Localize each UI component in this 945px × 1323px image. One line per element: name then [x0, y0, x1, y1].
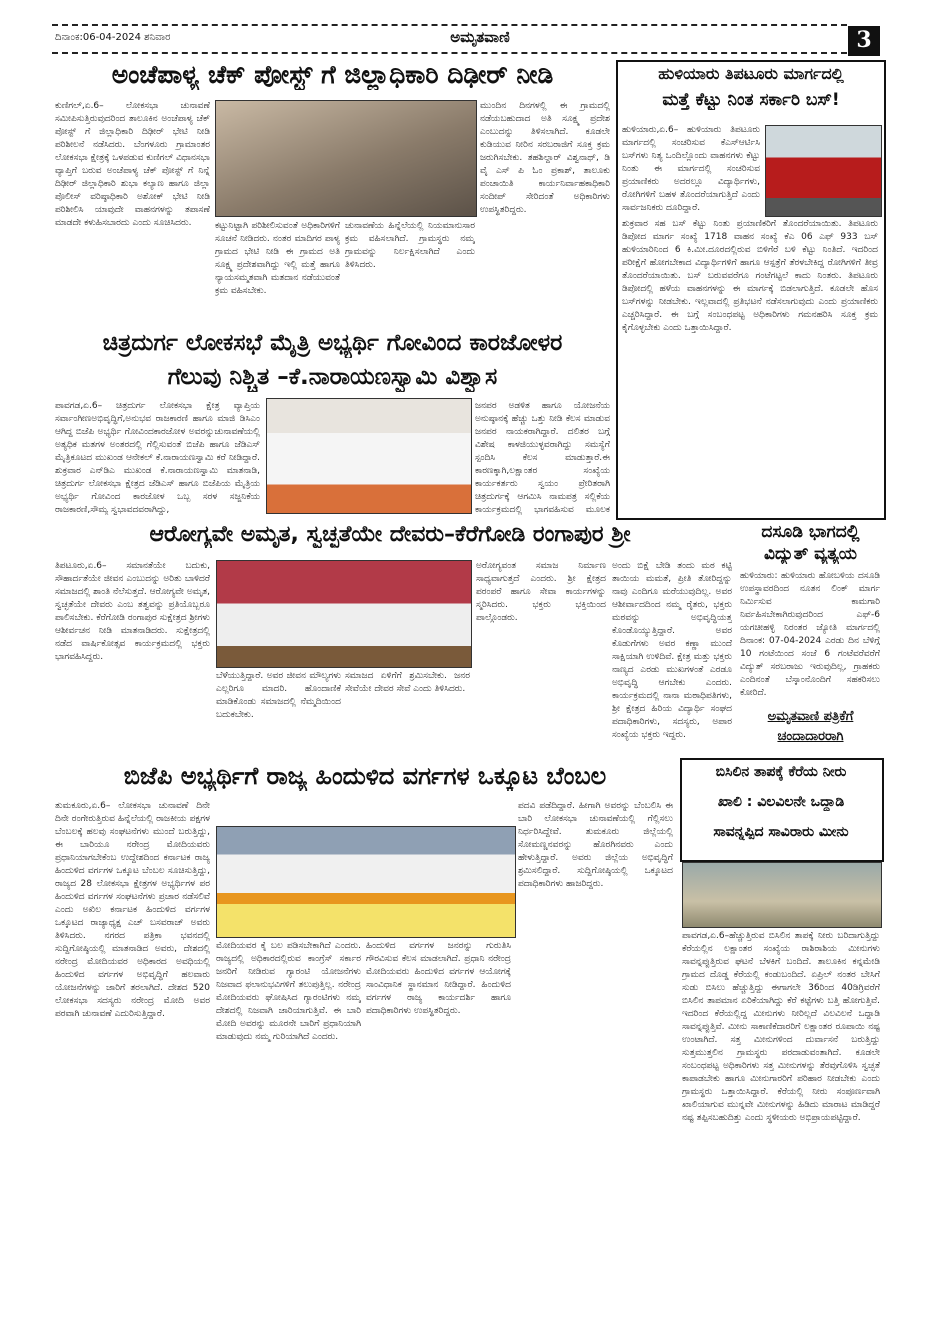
masthead: ಅಮೃತವಾಣಿ [450, 28, 510, 46]
bus-story-headline-2: ಮತ್ತೆ ಕೆಟ್ಟು ನಿಂತ ಸರ್ಕಾರಿ ಬಸ್! [662, 90, 840, 110]
story2-col1: ಪಾವಗಡ,ಏ.6– ಚಿತ್ರದುರ್ಗ ಲೋಕಸಭಾ ಕ್ಷೇತ್ರ ವ್ಯಾಪ್ತಿಯ ಸರ್ವಾಂಗೀಣಅಭಿವೃದ್ಧಿಗೆ,ಅನುಭವ ರಾಜಕಾರಣಿ ಹಾಗೂ ಮಾಜಿ ಡಿಸಿಎಂ ಆಗಿದ್ದ ಬಿಜೆಪಿ ಅಭ್ಯರ್ಥಿ ಗೋವಿಂದಕಾರಜೋಳ ಅವರನ್ನುಚುನಾವಣೆಯಲ್ಲಿ ಅತ್ಯಧಿಕ ಮತಗಳ ಅಂತರದಲ್ಲಿ ಗೆಲ್ಲಿಸುವಂತೆ ಬಿಜೆಪಿ ಹಾಗೂ ಜೆಡಿಎಸ್ ಮೈತ್ರಿಕೂಟದ ಮುಖಂಡ ಆನೇಕಲ್ ಕೆ.ನಾರಾಯಣಸ್ವಾಮಿ ಕರೆ ನೀಡಿದ್ದಾರೆ. ಶುಕ್ರವಾರ ಎನ್‌ಡಿಎ ಮುಖಂಡ ಕೆ.ನಾರಾಯಣಸ್ವಾಮಿ ಮಾತನಾಡಿ, ಚಿತ್ರದುರ್ಗ ಲೋಕಸಭಾ ಕ್ಷೇತ್ರದ ಜೆಡಿಎಸ್ ಹಾಗೂ ಬಿಜೆಪಿಯ ಮೈತ್ರಿಯ ಅಭ್ಯರ್ಥಿ ಗೋವಿಂದ ಕಾರಜೋಳ ಒಬ್ಬ ಸರಳ ಸಜ್ಜನಿಕೆಯ ರಾಜಕಾರಣಿ,ಸೌಮ್ಯ ಸ್ವಭಾವದವರಾಗಿದ್ದು, [55, 401, 260, 515]
page-number: 3 [848, 26, 880, 56]
story1-photo [215, 100, 477, 217]
power-story-headline-2: ವಿದ್ಯುತ್ ವ್ಯತ್ಯಯ [764, 544, 857, 564]
bus-story-headline-1: ಹುಳಿಯಾರು ತಿಪಟೂರು ಮಾರ್ಗದಲ್ಲಿ [658, 64, 844, 83]
story4-col4: ಪದವಿ ಪಡೆದಿದ್ದಾರೆ. ಹೀಗಾಗಿ ಅವರನ್ನು ಬೆಂಬಲಿಸಿ ಈ ಬಾರಿ ಲೋಕಸಭಾ ಚುನಾವಣೆಯಲ್ಲಿ ಗೆಲ್ಲಿಸಲು ನಿರ್ಧರಿಸಿದ್ದೇವೆ. ತುಮಕೂರು ಜಿಲ್ಲೆಯಲ್ಲಿ ಸೋಮಣ್ಣನವರನ್ನು ಹೊರಗಿನವರು ಎಂದು ಹೇಳುತ್ತಿದ್ದಾರೆ. ಅವರು ಜಿಲ್ಲೆಯ ಅಭಿವೃದ್ಧಿಗೆ ಶ್ರಮಿಸಲಿದ್ದಾರೆ. ಸುದ್ದಿಗೋಷ್ಠಿಯಲ್ಲಿ ಒಕ್ಕೂಟದ ಪದಾಧಿಕಾರಿಗಳು ಹಾಜರಿದ್ದರು. [518, 801, 673, 889]
story3-col2: ಬೆಳೆಯುತ್ತಿದ್ದಾರೆ. ಅವರ ಜೀವನ ಮೌಲ್ಯಗಳು ಎಲ್ಲರಿಗೂ ಮಾದರಿ. ಹೊಂದಾಣಿಕೆ ಮಾಡಿಕೊಂಡು ಸಮಾಜದಲ್ಲಿ ನೆಮ್ಮದಿಯಿಂದ ಬದುಕಬೇಕು. [216, 671, 341, 720]
fish-photo [682, 862, 882, 928]
fish-story-headline-2: ಖಾಲಿ : ವಿಲವಿಲನೇ ಒದ್ದಾಡಿ [717, 794, 845, 810]
subscribe-line-1: ಅಮೃತವಾಣಿ ಪತ್ರಿಕೆಗೆ [767, 709, 854, 724]
fish-story-headline-3: ಸಾವನ್ನಪ್ಪಿದ ಸಾವಿರಾರು ಮೀನು [713, 824, 849, 840]
story4-col1: ತುಮಕೂರು,ಏ.6– ಲೋಕಸಭಾ ಚುನಾವಣೆ ದಿನೇ ದಿನೇ ರಂಗೇರುತ್ತಿರುವ ಹಿನ್ನೆಲೆಯಲ್ಲಿ ರಾಜಕೀಯ ಪಕ್ಷಗಳ ಬೆಂಬಲಕ್ಕೆ ಹಲವು ಸಂಘಟನೆಗಳು ಮುಂದೆ ಬರುತ್ತಿದ್ದು, ಈ ಬಾರಿಯೂ ನರೇಂದ್ರ ಮೋದಿಯವರು ಪ್ರಧಾನಿಯಾಗಬೇಕೆಂಬ ಉದ್ದೇಶದಿಂದ ಕರ್ನಾಟಕ ರಾಜ್ಯ ಹಿಂದುಳಿದ ವರ್ಗಗಳ ಒಕ್ಕೂಟ ಬೆಂಬಲ ಸೂಚಿಸುತ್ತಿದ್ದು, ರಾಜ್ಯದ 28 ಲೋಕಸಭಾ ಕ್ಷೇತ್ರಗಳ ಅಭ್ಯರ್ಥಿಗಳ ಪರ ಹಿಂದುಳಿದ ವರ್ಗಗಳ ಸಂಘಟನೆಗಳು ಪ್ರಚಾರ ನಡೆಸಲಿವೆ ಎಂದು ಅಖಿಲ ಕರ್ನಾಟಕ ಹಿಂದುಳಿದ ವರ್ಗಗಳ ಒಕ್ಕೂಟದ ರಾಜ್ಯಾಧ್ಯಕ್ಷ ಎಚ್ ಬಸವರಾಜ್ ಅವರು ತಿಳಿಸಿದರು. ನಗರದ ಪತ್ರಿಕಾ ಭವನದಲ್ಲಿ ಸುದ್ದಿಗೋಷ್ಠಿಯಲ್ಲಿ ಮಾತನಾಡಿದ ಅವರು, ದೇಶದಲ್ಲಿ ನರೇಂದ್ರ ಮೋದಿಯವರ ಅಧಿಕಾರದ ಅವಧಿಯಲ್ಲಿ ಹಿಂದುಳಿದ ವರ್ಗಗಳ ಅಭಿವೃದ್ಧಿಗೆ ಹಲವಾರು ಯೋಜನೆಗಳನ್ನು ಜಾರಿಗೆ ತರಲಾಗಿದೆ. ದೇಶದ 520 ಲೋಕಸಭಾ ಸದಸ್ಯರು ನರೇಂದ್ರ ಮೋದಿ ಅವರ ಪರವಾಗಿ ಚುನಾವಣೆ ಎದುರಿಸುತ್ತಿದ್ದಾರೆ. [55, 801, 210, 1019]
story1-headline: ಅಂಚೆಪಾಳ್ಯ ಚೆಕ್ ಪೋಸ್ಟ್ ಗೆ ಜಿಲ್ಲಾಧಿಕಾರಿ ದಿಢೀರ್ ನೀಡಿ [111, 60, 554, 89]
bus-story-lead: ಹುಳಿಯಾರು,ಏ.6– ಹುಳಿಯಾರು ತಿಪಟೂರು ಮಾರ್ಗದಲ್ಲಿ ಸಂಚರಿಸುವ ಕೆಎಸ್ಆರ್ಟಿಸಿ ಬಸ್‌ಗಳು ನಿತ್ಯ ಒಂದಿಲ್ಲೊಂದು ವಾಹನಗಳು ಕೆಟ್ಟು ನಿಂತು ಈ ಮಾರ್ಗದಲ್ಲಿ ಸಂಚರಿಸುವ ಪ್ರಯಾಣಿಕರು ಅದರಲ್ಲೂ ವಿದ್ಯಾರ್ಥಿಗಳು, ರೋಗಿಗಳಿಗೆ ಬಹಳ ತೊಂದರೆಯಾಗುತ್ತಿದೆ ಎಂದು ಸಾರ್ವಜನಿಕರು ದೂರಿದ್ದಾರೆ. [622, 125, 760, 213]
bus-story-body: ಶುಕ್ರವಾರ ಸಹ ಬಸ್ ಕೆಟ್ಟು ನಿಂತು ಪ್ರಯಾಣಿಕರಿಗೆ ತೊಂದರೆಯಾಯಿತು. ತಿಪಟೂರು ಡಿಪೋದ ಮಾರ್ಗ ಸಂಖ್ಯೆ 1718 ವಾಹನ ಸಂಖ್ಯೆ ಕೆಎ 06 ಎಫ್ 933 ಬಸ್ ಹುಳಿಯಾರಿನಿಂದ 6 ಕಿ.ಮೀ.ದೂರದಲ್ಲಿರುವ ಬಿಳಿಗೆರೆ ಬಳಿ ಕೆಟ್ಟು ನಿಂತಿದೆ. ಇದರಿಂದ ಪರೀಕ್ಷೆಗೆ ಹೋಗಬೇಕಾದ ವಿದ್ಯಾರ್ಥಿಗಳಿಗೆ ಹಾಗೂ ಆಸ್ಪತ್ರೆಗೆ ತೆರಳಬೇಕಿದ್ದ ರೋಗಿಗಳಿಗೆ ತೀವ್ರ ತೊಂದರೆಯಾಯಿತು. ಬಸ್ ಬರುವವರೆಗೂ ಗಂಟೆಗಟ್ಟಲೆ ಕಾದು ನಿಂತರು. ತಿಪಟೂರು ಡಿಪೋದಲ್ಲಿ ಹಳೆಯ ವಾಹನಗಳನ್ನು ಈ ಮಾರ್ಗಕ್ಕೆ ಬಿಡಲಾಗುತ್ತಿದೆ. ಕೂಡಲೇ ಹೊಸ ಬಸ್‌ಗಳನ್ನು ನೀಡಬೇಕು. ಇಲ್ಲವಾದಲ್ಲಿ ಪ್ರತಿಭಟನೆ ನಡೆಸಲಾಗುವುದು ಎಂದು ಪ್ರಯಾಣಿಕರು ಎಚ್ಚರಿಸಿದ್ದಾರೆ. ಈ ಬಗ್ಗೆ ಸಂಬಂಧಪಟ್ಟ ಅಧಿಕಾರಿಗಳು ಗಮನಹರಿಸಿ ಸೂಕ್ತ ಕ್ರಮ ಕೈಗೊಳ್ಳಬೇಕು ಎಂದು ಒತ್ತಾಯಿಸಿದ್ದಾರೆ. [622, 219, 878, 333]
story3-col5: ಅಂದು ಬಿಕ್ಷೆ ಬೇಡಿ ತಂದು ಮಠ ಕಟ್ಟಿ ತಾಯಿಯ ಮಮತೆ, ಪ್ರೀತಿ ತೋರಿದ್ದನ್ನು ನಾವು ಎಂದಿಗೂ ಮರೆಯುವುದಿಲ್ಲ. ಅವರ ಆಶೀರ್ವಾದದಿಂದ ನಮ್ಮ ರೈತರು, ಭಕ್ತರು ಮಠವನ್ನು ಅಭಿವೃದ್ಧಿಯತ್ತ ಕೊಂಡೊಯ್ಯುತ್ತಿದ್ದಾರೆ. ಅವರ ಕೊಡುಗೆಗಳು ಅವರ ಕಣ್ಣಾ ಮುಂದೆ ಸಾಕ್ಷಿಯಾಗಿ ಉಳಿದಿವೆ. ಕ್ಷೇತ್ರ ಮತ್ತು ಭಕ್ತರು ನಾಣ್ಯದ ಎರಡು ಮುಖಗಳಂತೆ ಎರಡೂ ಅಭಿವೃದ್ಧಿ ಆಗಬೇಕು ಎಂದರು. ಕಾರ್ಯಕ್ರಮದಲ್ಲಿ ನಾನಾ ಮಠಾಧಿಪತಿಗಳು, ಶ್ರೀ ಕ್ಷೇತ್ರದ ಹಿರಿಯ ವಿದ್ಯಾರ್ಥಿ ಸಂಘದ ಪದಾಧಿಕಾರಿಗಳು, ಸದಸ್ಯರು, ಅಪಾರ ಸಂಖ್ಯೆಯ ಭಕ್ತರು ಇದ್ದರು. [612, 561, 732, 740]
power-story-body: ಹುಳಿಯಾರು: ಹುಳಿಯಾರು ಹೋಬಳಿಯ ದಸೂಡಿ ಉಪಸ್ಥಾವರದಿಂದ ನೂತನ ಲಿಂಕ್ ಮಾರ್ಗ ನಿರ್ಮಿಸುವ ಕಾಮಗಾರಿ ನಿರ್ವಹಿಸಬೇಕಾಗಿರುವುದರಿಂದ ಎಫ್-6 ಯಗಚೀಹಳ್ಳಿ ನಿರಂತರ ಜ್ಯೋತಿ ಮಾರ್ಗದಲ್ಲಿ ದಿನಾಂಕ: 07-04-2024 ಎರಡು ದಿನ ಬೆಳಿಗ್ಗೆ 10 ಗಂಟೆಯಿಂದ ಸಂಜೆ 6 ಗಂಟೆವರೆವರೆಗೆ ವಿದ್ಯುತ್ ಸರಬರಾಜು ಇರುವುದಿಲ್ಲ, ಗ್ರಾಹಕರು ಎಂದಿನಂತೆ ಬೆಸ್ಕಾಂನೊಂದಿಗೆ ಸಹಕರಿಸಲು ಕೋರಿದೆ. [740, 571, 880, 698]
story1-col3: ಚುನಾವಣೆಯ ಹಿನ್ನೆಲೆಯಲ್ಲಿ ನಿಯಮಾನುಸಾರ ಕ್ರಮ ವಹಿಸಲಾಗಿದೆ. ಗ್ರಾಮಸ್ಥರು ನಮ್ಮ ಗ್ರಾಮವನ್ನು ನಿರ್ಲಕ್ಷಿಸಲಾಗಿದೆ ಎಂದು ತಿಳಿಸಿದರು. [345, 221, 475, 270]
fish-story-body: ಪಾವಗಡ,ಏ.6–ಹೆಚ್ಚುತ್ತಿರುವ ಬಿಸಿಲಿನ ತಾಪಕ್ಕೆ ನೀರು ಬರಿದಾಗುತ್ತಿದ್ದು ಕೆರೆಯಲ್ಲಿನ ಲಕ್ಷಾಂತರ ಸಂಖ್ಯೆಯ ರಾಶಿರಾಶಿಯ ಮೀನುಗಳು ಸಾವನ್ನಪ್ಪುತ್ತಿರುವ ಘಟನೆ ಬೆಳಕಿಗೆ ಬಂದಿದೆ. ತಾಲೂಕಿನ ಕನ್ನಮೇಡಿ ಗ್ರಾಮದ ದೊಡ್ಡ ಕೆರೆಯಲ್ಲಿ ಕಂಡುಬಂದಿದೆ. ಏಪ್ರಿಲ್ ನಂತರ ಬೇಸಿಗೆ ಸುಡು ಬಿಸಿಲು ಹೆಚ್ಚುತ್ತಿದ್ದು ಈಗಾಗಲೇ 36ರಿಂದ 40ಡಿಗ್ರಿವರೆಗೆ ಬಿಸಿಲಿನ ತಾಪಮಾನ ಏರಿಕೆಯಾಗಿದ್ದು ಕೆರೆ ಕಟ್ಟೆಗಳು ಬತ್ತಿ ಹೋಗುತ್ತಿವೆ. ಇದರಿಂದ ಕೆರೆಯಲ್ಲಿದ್ದ ಮೀನುಗಳು ನೀರಿಲ್ಲದೆ ವಿಲವಿಲನೆ ಒದ್ದಾಡಿ ಸಾವನ್ನಪ್ಪುತ್ತಿವೆ. ಮೀನು ಸಾಕಾಣಿಕೆದಾರರಿಗೆ ಲಕ್ಷಾಂತರ ರೂಪಾಯಿ ನಷ್ಟ ಉಂಟಾಗಿದೆ. ಸತ್ತ ಮೀನುಗಳಿಂದ ದುರ್ವಾಸನೆ ಬರುತ್ತಿದ್ದು ಸುತ್ತಮುತ್ತಲಿನ ಗ್ರಾಮಸ್ಥರು ಪರದಾಡುವಂತಾಗಿದೆ. ಕೂಡಲೇ ಸಂಬಂಧಪಟ್ಟ ಅಧಿಕಾರಿಗಳು ಸತ್ತ ಮೀನುಗಳನ್ನು ತೆರವುಗೊಳಿಸಿ ಸ್ವಚ್ಛತೆ ಕಾಪಾಡಬೇಕು ಹಾಗೂ ಮೀನುಗಾರರಿಗೆ ಪರಿಹಾರ ನೀಡಬೇಕು ಎಂದು ಗ್ರಾಮಸ್ಥರು ಒತ್ತಾಯಿಸಿದ್ದಾರೆ. ಕೆರೆಯಲ್ಲಿ ನೀರು ಸಂಪೂರ್ಣವಾಗಿ ಖಾಲಿಯಾಗುವ ಮುನ್ನವೇ ಮೀನುಗಳನ್ನು ಹಿಡಿದು ಮಾರಾಟ ಮಾಡಿದ್ದರೆ ನಷ್ಟ ತಪ್ಪಿಸಬಹುದಿತ್ತು ಎಂದು ಸ್ಥಳೀಯರು ಅಭಿಪ್ರಾಯಪಟ್ಟಿದ್ದಾರೆ. [682, 931, 880, 1123]
story2-headline-2: ಗೆಲುವು ನಿಶ್ಚಿತ –ಕೆ.ನಾರಾಯಣಸ್ವಾಮಿ ವಿಶ್ವಾಸ [167, 364, 498, 390]
story3-photo [216, 560, 472, 668]
subscribe-line-2: ಚಂದಾದಾರರಾಗಿ [777, 729, 844, 744]
story4-photo [216, 826, 516, 938]
power-story-headline-1: ದಸೂಡಿ ಭಾಗದಲ್ಲಿ [761, 522, 860, 542]
story1-col2: ಕಟ್ಟುನಿಟ್ಟಾಗಿ ಪರಿಶೀಲಿಸುವಂತೆ ಅಧಿಕಾರಿಗಳಿಗೆ ಸೂಚನೆ ನೀಡಿದರು. ನಂತರ ಮಾದಿಗರ ಪಾಳ್ಯ ಗ್ರಾಮದ ಭೇಟಿ ನೀಡಿ ಈ ಗ್ರಾಮದ ಅತಿ ಸೂಕ್ಷ್ಮ ಪ್ರದೇಶವಾಗಿದ್ದು ಇಲ್ಲಿ ಮತ್ತೆ ಹಾಗೂ ನ್ಯಾಯಸಮ್ಮತವಾಗಿ ಮತದಾನ ನಡೆಯುವಂತೆ ಕ್ರಮ ವಹಿಸಬೇಕು. [215, 221, 340, 296]
story2-photo [266, 398, 472, 514]
fish-story-headline-1: ಬಿಸಿಲಿನ ತಾಪಕ್ಕೆ ಕೆರೆಯ ನೀರು [715, 764, 847, 780]
story2-headline-1: ಚಿತ್ರದುರ್ಗ ಲೋಕಸಭೆ ಮೈತ್ರಿ ಅಭ್ಯರ್ಥಿ ಗೋವಿಂದ ಕಾರಜೋಳರ [102, 330, 563, 356]
story3-headline: ಆರೋಗ್ಯವೇ ಅಮೃತ, ಸ್ವಚ್ಛತೆಯೇ ದೇವರು–ಕೆರೆಗೋಡಿ ರಂಗಾಪುರ ಶ್ರೀ [149, 522, 631, 547]
story4-col3: ಹಿಂದುಳಿದ ವರ್ಗಗಳ ಜನರನ್ನು ಗುರುತಿಸಿ ಗೌರವಿಸುವ ಕೆಲಸ ಮಾಡಲಾಗಿದೆ. ಪ್ರಧಾನಿ ನರೇಂದ್ರ ಮೋದಿಯವರು ಹಿಂದುಳಿದ ವರ್ಗಗಳ ಆಯೋಗಕ್ಕೆ ಸಾಂವಿಧಾನಿಕ ಸ್ಥಾನಮಾನ ನೀಡಿದ್ದಾರೆ. ಹಿಂದುಳಿದ ವರ್ಗಗಳ ರಾಜ್ಯ ಕಾರ್ಯದರ್ಶಿ ಹಾಗೂ ಪದಾಧಿಕಾರಿಗಳು ಉಪಸ್ಥಿತರಿದ್ದರು. [366, 941, 511, 1016]
story3-col1: ತಿಪಟೂರು,ಏ.6– ಸಮಾನತೆಯೇ ಬದುಕು, ಸೌಹಾರ್ದತೆಯೇ ಜೀವನ ಎಂಬುದನ್ನು ಅರಿತು ಬಾಳಿದರೆ ಸಮಾಜದಲ್ಲಿ ಶಾಂತಿ ನೆಲೆಸುತ್ತದೆ. ಆರೋಗ್ಯವೇ ಅಮೃತ, ಸ್ವಚ್ಛತೆಯೇ ದೇವರು ಎಂಬ ತತ್ವವನ್ನು ಪ್ರತಿಯೊಬ್ಬರೂ ಪಾಲಿಸಬೇಕು. ಕೆರೆಗೋಡಿ ರಂಗಾಪುರ ಸುಕ್ಷೇತ್ರದ ಶ್ರೀಗಳು ಆಶೀರ್ವಚನ ನೀಡಿ ಮಾತನಾಡಿದರು. ಸುಕ್ಷೇತ್ರದಲ್ಲಿ ನಡೆದ ವಾರ್ಷಿಕೋತ್ಸವ ಕಾರ್ಯಕ್ರಮದಲ್ಲಿ ಭಕ್ತರು ಭಾಗವಹಿಸಿದ್ದರು. [55, 561, 210, 662]
issue-date: ದಿನಾಂಕ:06-04-2024 ಶನಿವಾರ [55, 32, 171, 43]
story4-headline: ಬಿಜೆಪಿ ಅಭ್ಯರ್ಥಿಗೆ ರಾಜ್ಯ ಹಿಂದುಳಿದ ವರ್ಗಗಳ ಒಕ್ಕೂಟ ಬೆಂಬಲ [123, 762, 607, 790]
header-rule-bottom [52, 52, 847, 54]
story1-col4: ಮುಂದಿನ ದಿನಗಳಲ್ಲಿ ಈ ಗ್ರಾಮದಲ್ಲಿ ನಡೆಯಬಹುದಾದ ಅತಿ ಸೂಕ್ಷ್ಮ ಪ್ರದೇಶ ಎಂಬುದನ್ನು ತಿಳಿಸಲಾಗಿದೆ. ಕೂಡಲೇ ಕುಡಿಯುವ ನೀರಿನ ಸರಬರಾಜಿಗೆ ಸೂಕ್ತ ಕ್ರಮ ಜರುಗಿಸಬೇಕು. ತಹಶಿಲ್ದಾರ್ ವಿಶ್ವನಾಥ್, ಡಿ ವೈ ಎಸ್ ಪಿ ಓಂ ಪ್ರಕಾಶ್, ತಾಲೂಕು ಪಂಚಾಯಿತಿ ಕಾರ್ಯನಿರ್ವಾಹಕಾಧಿಕಾರಿ ಸಂದೀಪ್ ಸೇರಿದಂತೆ ಅಧಿಕಾರಿಗಳು ಉಪಸ್ಥಿತರಿದ್ದರು. [480, 101, 610, 215]
header-rule-top [52, 24, 847, 26]
story1-col1: ಕುಣಿಗಲ್,ಏ.6– ಲೋಕಸಭಾ ಚುನಾವಣೆ ಸಮೀಪಿಸುತ್ತಿರುವುದರಿಂದ ತಾಲೂಕಿನ ಅಂಚೆಪಾಳ್ಯ ಚೆಕ್ ಪೋಸ್ಟ್ ಗೆ ಜಿಲ್ಲಾಧಿಕಾರಿ ದಿಢೀರ್ ಭೇಟಿ ನೀಡಿ ಪರಿಶೀಲನೆ ನಡೆಸಿದರು. ಬೆಂಗಳೂರು ಗ್ರಾಮಾಂತರ ಲೋಕಸಭಾ ಕ್ಷೇತ್ರಕ್ಕೆ ಒಳಪಡುವ ಕುಣಿಗಲ್ ವಿಧಾನಸಭಾ ವ್ಯಾಪ್ತಿಗೆ ಬರುವ ಅಂಚೆಪಾಳ್ಯ ಚೆಕ್ ಪೋಸ್ಟ್ ಗೆ ನಿನ್ನೆ ದಿಢೀರ್ ಜಿಲ್ಲಾಧಿಕಾರಿ ಶುಭಾ ಕಲ್ಯಾಣ ಹಾಗೂ ಜಿಲ್ಲಾ ಪೊಲೀಸ್ ವರಿಷ್ಠಾಧಿಕಾರಿ ಅಶೋಕ್ ಭೇಟಿ ನೀಡಿ ಪರಿಶೀಲಿಸಿ ಯಾವುದೇ ವಾಹನಗಳನ್ನು ತಪಾಸಣೆ ಮಾಡದೇ ಕಳುಹಿಸಬಾರದು ಎಂದು ಸೂಚಿಸಿದರು. [55, 101, 210, 228]
story3-col4: ಅರೋಗ್ಯವಂತ ಸಮಾಜ ನಿರ್ಮಾಣ ಸಾಧ್ಯವಾಗುತ್ತದೆ ಎಂದರು. ಶ್ರೀ ಕ್ಷೇತ್ರದ ಪರಂಪರೆ ಹಾಗೂ ಸೇವಾ ಕಾರ್ಯಗಳನ್ನು ಸ್ಮರಿಸಿದರು. ಭಕ್ತರು ಭಕ್ತಿಯಿಂದ ಪಾಲ್ಗೊಂಡರು. [476, 561, 606, 623]
story4-col2: ಮೋದಿಯವರ ಕೈ ಬಲ ಪಡಿಸಬೇಕಾಗಿದೆ ಎಂದರು. ರಾಜ್ಯದಲ್ಲಿ ಅಧಿಕಾರದಲ್ಲಿರುವ ಕಾಂಗ್ರೆಸ್ ಸರ್ಕಾರ ಜನರಿಗೆ ನೀಡಿರುವ ಗ್ಯಾರಂಟಿ ಯೋಜನೆಗಳು ನಿಜವಾದ ಫಲಾನುಭವಿಗಳಿಗೆ ತಲುಪುತ್ತಿಲ್ಲ. ನರೇಂದ್ರ ಮೋದಿಯವರು ಘೋಷಿಸಿದ ಗ್ಯಾರಂಟಿಗಳು ನಮ್ಮ ದೇಶದಲ್ಲಿ ನಿಜವಾಗಿ ಜಾರಿಯಾಗುತ್ತಿವೆ. ಈ ಬಾರಿ ಮೋದಿ ಅವರನ್ನು ಮೂರನೇ ಬಾರಿಗೆ ಪ್ರಧಾನಿಯಾಗಿ ಮಾಡುವುದು ನಮ್ಮ ಗುರಿಯಾಗಿದೆ ಎಂದರು. [216, 941, 361, 1042]
bus-photo [765, 125, 882, 217]
story2-col2: ಜನಪರ ಅಡಳಿತ ಹಾಗೂ ಯೋಜನೆಯ ಅನುಷ್ಠಾನಕ್ಕೆ ಹೆಚ್ಚು ಒತ್ತು ನೀಡಿ ಕೆಲಸ ಮಾಡುವ ಜನಪರ ನಾಯಕರಾಗಿದ್ದಾರೆ. ದಲಿತರ ಬಗ್ಗೆ ವಿಶೇಷ ಕಾಳಜಿಯುಳ್ಳವರಾಗಿದ್ದು ಸಮಸ್ಯೆಗೆ ಸ್ಪಂದಿಸಿ ಕೆಲಸ ಮಾಡುತ್ತಾರೆ.ಈ ಕಾರಣಕ್ಕಾಗಿ,ಲಕ್ಷಾಂತರ ಸಂಖ್ಯೆಯ ಕಾರ್ಯಕರ್ತರು ಸ್ವಯಂ ಪ್ರೇರಿತರಾಗಿ ಚಿತ್ರದುರ್ಗಕ್ಕೆ ಆಗಮಿಸಿ ನಾಮಪತ್ರ ಸಲ್ಲಿಕೆಯ ಕಾರ್ಯಕ್ರಮದಲ್ಲಿ ಭಾಗವಹಿಸುವ ಮೂಲಕ [475, 401, 610, 515]
story3-col3: ಸಮಾಜದ ಏಳಿಗೆಗೆ ಶ್ರಮಿಸಬೇಕು. ಜನರ ಸೇವೆಯೇ ದೇವರ ಸೇವೆ ಎಂದು ತಿಳಿಸಿದರು. [345, 671, 470, 694]
